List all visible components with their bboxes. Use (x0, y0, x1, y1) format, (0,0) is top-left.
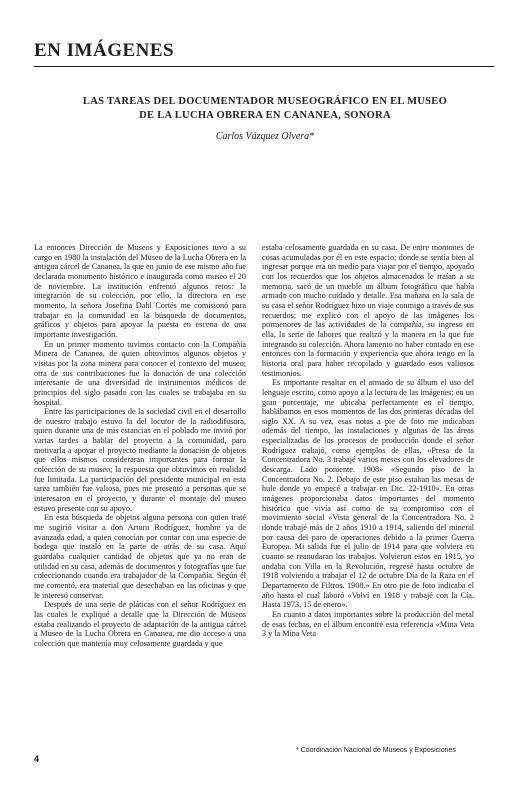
paragraph: En un primer momento tuvimos contacto con la Compañía Minera de Cananea, de quien obtuvimos algunos objetos y visitas por la zona minera para conocer el contexto del museo; otra de sus contribuciones fue la donación de una colección interesante de una diversidad de instrumentos médicos de principios del siglo pasado con las cuales se trabajaba en su hospital. (34, 339, 246, 407)
article-author: Carlos Vázquez Olvera* (215, 131, 315, 142)
paragraph: Entre las participaciones de la sociedad civil en el desarrollo de nuestro trabajo estuvo la del locutor de la radiodifusora, quien durante una de mis estancias en el poblado me invitó por varias tardes a hablar del proyecto a la comunidad, para motivarla a apoyar el proyecto mediante la donación de objetos que ellos mismos consideraran importantes para formar la colección de su museo; la respuesta que obtuvimos en realidad fue limitada. La participación del presidente municipal en esta tarea también fue valiosa, pues me presentó a personas que se interesaron en el proyecto, y durante el montaje del museo estuvo presente con su apoyo. (34, 407, 246, 513)
paragraph: La entonces Dirección de Museos y Exposiciones tuvo a su cargo en 1980 la instalación del Museo de la Lucha Obrera en la antigua cárcel de Cananea, la que en junio de ese mismo año fue declarada monumento histórico e inaugurada como museo el 20 de noviembre. La institución enfrentó algunos retos: la integración de su colección, por ello, la directora en ese momento, la señora Josefina Dahl Cortés me comisionó para trabajar en la comunidad en la búsqueda de documentos, gráficos y objetos para apoyar la puesta en escena de una importante investigación. (34, 243, 246, 339)
paragraph: Después de una serie de pláticas con el señor Rodríguez en las cuales le expliqué a detalle que la Dirección de Museos estaba realizando el proyecto de adaptación de la antigua cárcel a Museo de la Lucha Obrera en Cananea, me dio acceso a una colección que mantenía muy celosamente guardada y que (34, 600, 246, 648)
body-column-right (262, 243, 474, 639)
section-header (34, 40, 494, 62)
footnote: * Coordinación Nacional de Museos y Exposiciones (296, 747, 456, 754)
article-title-line-2: DE LA LUCHA OBRERA EN CANANEA, SONORA (139, 110, 391, 121)
paragraph: En esta búsqueda de objetos alguna persona con quien traté me sugirió visitar a don Arturo Rodríguez, hombre ya de avanzada edad, a quien conocían por contar con una especie de bodega que instaló en la parte de atrás de su casa. Aquí guardaba cualquier cantidad de objetos que ya no eran de utilidad en su casa, además de documentos y fotografías que fue coleccionando cuando era trabajador de la Compañía. Según él me comentó, era material que desechaban en las oficinas y que le interesó conservar. (34, 513, 246, 600)
section-title: EN IMÁGENES (34, 40, 175, 61)
paragraph: En cuanto a datos importantes sobre la producción del metal de esas fechas, en el álbum encontré esta referencia «Mina Veta 3 y la Mina Veta (262, 609, 474, 639)
section-divider (34, 66, 494, 67)
paragraph: Es importante resaltar en el armado de su álbum el uso del lenguaje escrito, como apoyo a la lectura de las imágenes; en un gran porcentaje, me ubicaba perfectamente en el tiempo, hablábamos en esos momentos de las dos primeras décadas del siglo XX. A su vez, esas notas a pie de foto me indicaban además del tiempo, las instalaciones y algunas de las áreas especializadas de los procesos de producción donde el señor Rodríguez trabajó, como ejemplos de ellas, «Presa de la Concentradora No. 3 trabajé varios meses con los elevadores de descarga. Lado poniente. 1908» «Segundo piso de la Concentradora No. 2. Debajo de este piso estaban las mesas de hule donde yo empecé a trabajar en Dic. 22-1910». En otras imágenes proporcionaba datos importantes del momento histórico que vivía así como de su compromiso con el movimiento social «Vista general de la Concentradora No. 2 donde trabajé más de 2 años 1910 a 1914, saliendo del mineral por causa del paro de operaciones debido a la primer Guerra Europea. Mi salida fue el julio de 1914 para que volviera en cuanto se reanudaran los trabajos. Volvieron estos en 1915, yo andaba con Villa en la Revolución, regresé hasta octubre de 1918 volviendo a trabajar el 12 de octubre Día de la Raza en el Departamento de Filtros. 1908.» En otro pie de foto indicaba el año hasta el cual laboró «Volví en 1918 y trabajé con la Cía. Hasta 1973, 15 de enero». (262, 378, 474, 610)
page-number: 4 (34, 754, 40, 764)
paragraph: estaba celosamente guardada en su casa. De entre montones de cosas acumuladas por él en este espacio; donde se sentía bien al ingresar porque era un medio para viajar por el tiempo, apoyado con los recuerdos que los objetos almacenados le traían a su memoria, sacó de un mueble un álbum fotográfico que había armado con mucho cuidado y detalle. Esa mañana en la sala de su casa el señor Rodríguez hizo un viaje conmigo a través de sus recuerdos; me explicó con el apoyo de las imágenes los pormenores de las actividades de la compañía, su ingreso en ella, la serie de labores que realizó y la manera en la que fue integrando su colección. Ahora lamento no haber contado en ese entonces con la formación y experiencia que ahora tengo en la historia oral para haber recopilado y guardado esos valiosos testimonios. (262, 243, 474, 378)
article-title (60, 95, 470, 123)
body-column-left (34, 243, 246, 649)
article-title-line-1: LAS TAREAS DEL DOCUMENTADOR MUSEOGRÁFICO EN EL MUSEO (82, 96, 448, 107)
